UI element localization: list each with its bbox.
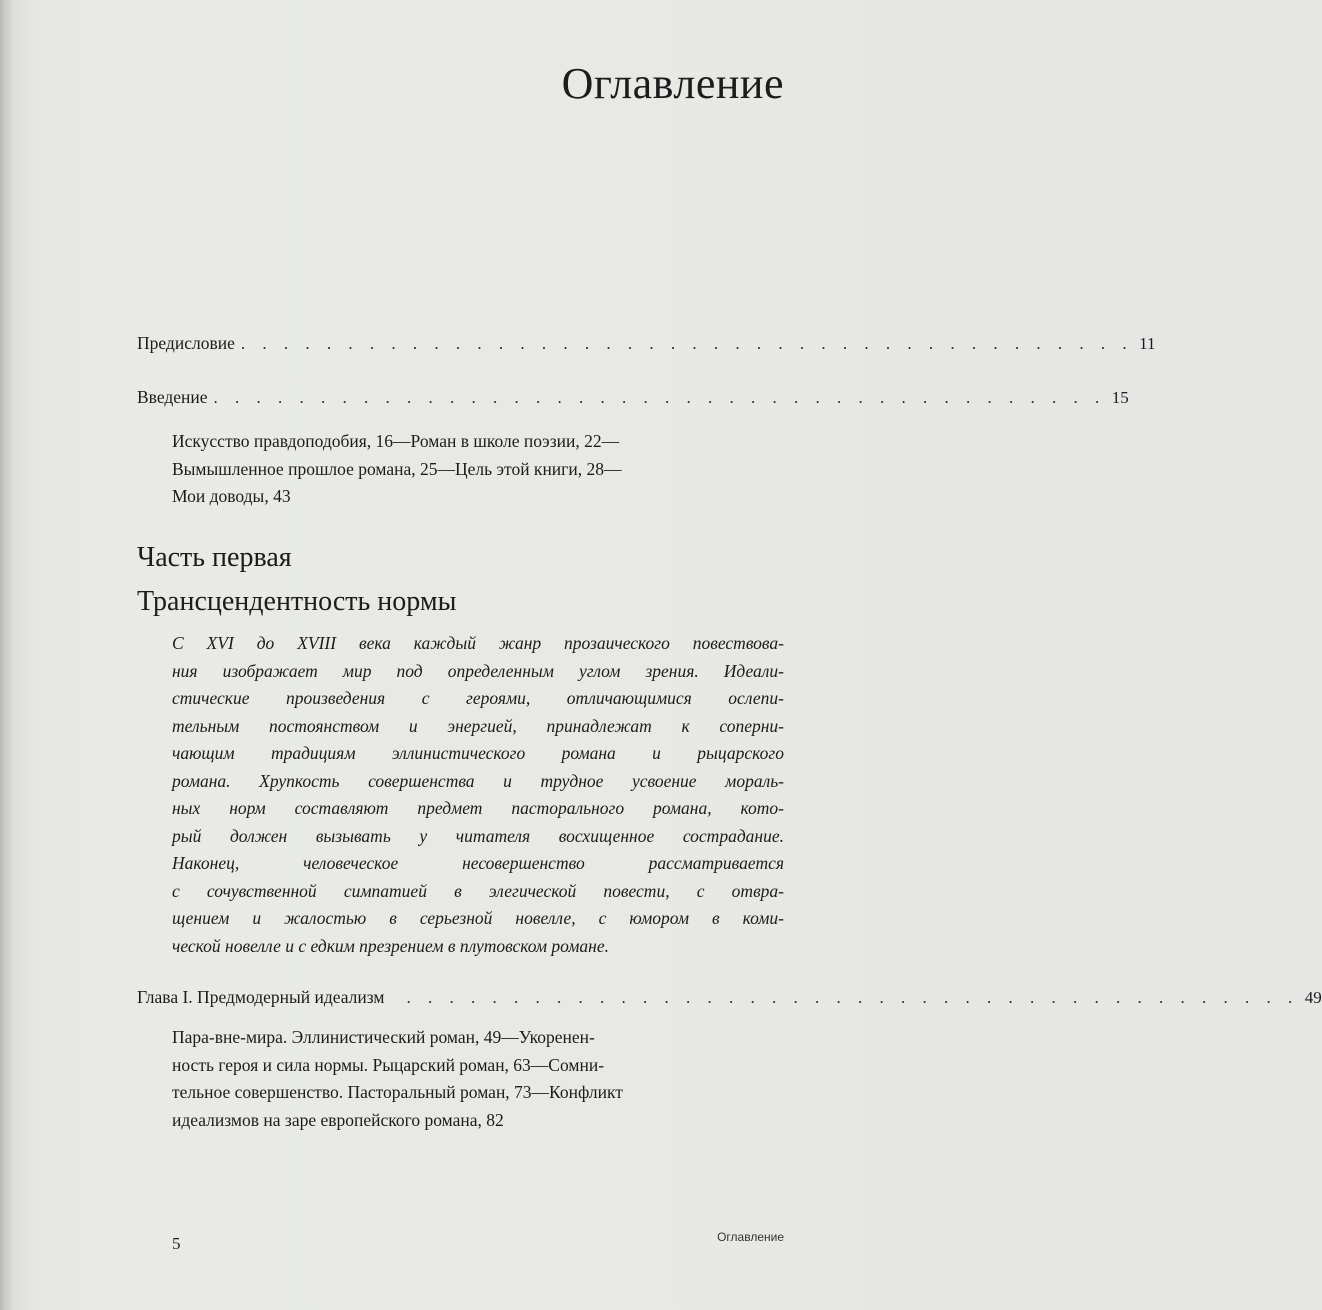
- toc-entry-introduction: [137, 387, 1129, 415]
- abstract-line: С XVI до XVIII века каждый жанр прозаического повествова-: [172, 633, 784, 653]
- chapter-one-subsections: [172, 1024, 784, 1134]
- toc-entry-label: Глава I. Предмодерный идеализм: [137, 987, 385, 1007]
- subsection-line: Пара-вне-мира. Эллинистический роман, 49—Укоренен-: [172, 1027, 595, 1047]
- toc-entry-label: Введение: [137, 387, 208, 407]
- subsection-line: Мои доводы, 43: [172, 486, 291, 506]
- abstract-line: с сочувственной симпатией в элегической повести, с отвра-: [172, 880, 784, 901]
- abstract-line: ния изображает мир под определенным углом зрения. Идеали-: [172, 660, 784, 681]
- subsection-line: Вымышленное прошлое романа, 25—Цель этой книги, 28—: [172, 458, 622, 479]
- toc-entry-chapter-one: [137, 987, 1322, 1015]
- abstract-line: романа. Хрупкость совершенства и трудное усвоение мораль-: [172, 770, 784, 791]
- subsection-line: ность героя и сила нормы. Рыцарский роман, 63—Сомни-: [172, 1054, 605, 1075]
- subsection-line: тельное совершенство. Пасторальный роман, 73—Конфликт: [172, 1082, 623, 1102]
- toc-entry-page: 15: [1111, 388, 1129, 407]
- abstract-line: Наконец, человеческое несовершенство рассматривается: [172, 853, 784, 873]
- abstract-line: ных норм составляют предмет пасторального романа, кото-: [172, 798, 784, 818]
- page-number: 5: [172, 1234, 181, 1253]
- toc-entry-page: 11: [1139, 334, 1156, 353]
- toc-entry-label: Предисловие: [137, 333, 235, 353]
- abstract-line: тельным постоянством и энергией, принадлежат к соперни-: [172, 715, 784, 736]
- toc-entry-preface: [137, 333, 1156, 361]
- abstract-line: рый должен вызывать у читателя восхищенное сострадание.: [172, 825, 784, 846]
- page-title: Оглавление: [561, 59, 784, 108]
- subsection-line: Искусство правдоподобия, 16—Роман в школе поэзии, 22—: [172, 431, 620, 451]
- abstract-line: щением и жалостью в серьезной новелле, с юмором в коми-: [172, 908, 784, 928]
- abstract-line: чающим традициям эллинистического романа и рыцарского: [172, 743, 784, 763]
- part-title: Трансцендентность нормы: [137, 586, 457, 617]
- part-abstract: [172, 630, 784, 960]
- introduction-subsections: [172, 428, 784, 511]
- subsection-line: идеализмов на заре европейского романа, 82: [172, 1109, 504, 1130]
- leader-dots: . . . . . . . . . . . . . . . . . . . . . . . . . . . . . . . . . . . . . . . . . .: [213, 388, 1106, 407]
- part-label: Часть первая: [137, 542, 292, 573]
- toc-entry-page: 49: [1304, 988, 1322, 1007]
- page-binding-edge: [0, 0, 14, 1310]
- abstract-line: ческой новелле и с едким презрением в плутовском романе.: [172, 935, 609, 956]
- abstract-line: стические произведения с героями, отличающимися ослепи-: [172, 688, 784, 708]
- leader-dots: . . . . . . . . . . . . . . . . . . . . . . . . . . . . . . . . . . . . . . . . . .: [406, 988, 1299, 1007]
- running-title: Оглавление: [717, 1230, 784, 1244]
- leader-dots: . . . . . . . . . . . . . . . . . . . . . . . . . . . . . . . . . . . . . . . . . .: [240, 334, 1134, 353]
